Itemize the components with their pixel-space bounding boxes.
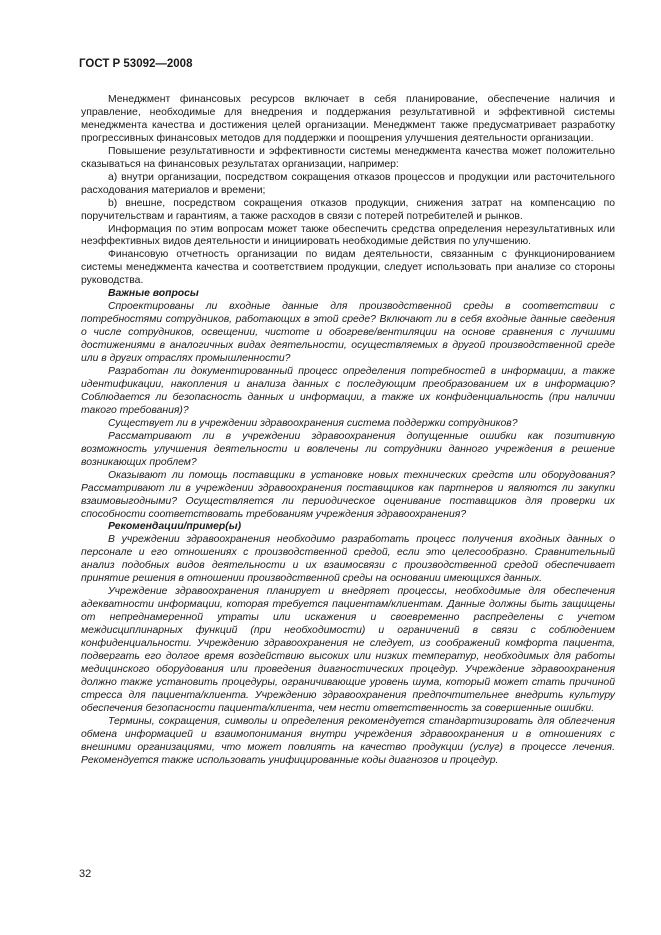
list-item: b) внешне, посредством сокращения отказов продукции, снижения затрат на компенсацию по поручительствам и гарантиям, а также расходов в связи с потерей потребителей и рынков. bbox=[81, 197, 615, 222]
section-heading: Рекомендации/пример(ы) bbox=[108, 521, 242, 533]
paragraph: Учреждение здравоохранения планирует и внедряет процессы, необходимые для обеспечения адекватности информации, которая требуется пациентам/клиентам. Данные должны быть защищены от непреднамеренной утраты или искажения и своевременно распределены с учетом междисциплинарных функций (при необходимости) и ограничений в связи с соблюдением конфиденциальности. Учреждению здравоохранения не следует, из соображений комфорта пациента, подвергать его долгое время воздействию высоких или низких температур, необходимых для работы медицинского оборудования или проведения диагностических процедур. Учреждение здравоохранения должно также установить процедуры, ограничивающие уровень шума, который может стать причиной стресса для пациента/клиента. Учреждению здравоохранения предпочтительнее внедрить культуру обеспечения безопасности пациента/клиента, чем нести ответственность за совершенные ошибки. bbox=[81, 586, 615, 714]
paragraph: Термины, сокращения, символы и определения рекомендуется стандартизировать для облегчения обмена информацией и взаимопонимания внутри учреждения здравоохранения и в отношениях с внешними организациями, что может повлиять на качество продукции (услуг) в процессе лечения. Рекомендуется также использовать унифицированные коды диагнозов и процедур. bbox=[81, 715, 615, 766]
paragraph: Финансовую отчетность организации по видам деятельности, связанным с функционированием системы менеджмента качества и соответствием продукции, следует использовать при анализе со стороны руководства. bbox=[81, 249, 615, 287]
section-heading: Важные вопросы bbox=[108, 288, 199, 300]
paragraph: Повышение результативности и эффективности системы менеджмента качества может положительно сказываться на финансовых результатах организации, например: bbox=[81, 145, 615, 170]
paragraph: Разработан ли документированный процесс определения потребностей в информации, а также идентификации, накопления и анализа данных с последующим преобразованием их в информацию? Соблюдается ли безопасность данных и информации, а также их конфиденциальность (при наличии такого требования)? bbox=[81, 366, 615, 416]
paragraph: Информация по этим вопросам может также обеспечить средства определения нерезультативных или неэффективных видов деятельности и инициировать необходимые действия по улучшению. bbox=[81, 223, 615, 248]
paragraph: Спроектированы ли входные данные для производственной среды в соответствии с потребностями сотрудников, работающих в этой среде? Включают ли в себя входные данные сведения о числе сотрудников, освещении, чистоте и обогреве/вентиляции на основе сравнения с лучшими достижениями в аналогичных видах деятельности, осуществляемых в другой производственной среде или в других отраслях промышленности? bbox=[81, 301, 615, 365]
paragraph: В учреждении здравоохранения необходимо разработать процесс получения входных данных о персонале и его отношениях с производственной средой, если это целесообразно. Сравнительный анализ подобных видов деятельности и их взаимосвязи с производственной средой обеспечивает принятие решения в отношении производственной среды на основании имеющихся данных. bbox=[81, 534, 615, 585]
paragraph: Менеджмент финансовых ресурсов включает в себя планирование, обеспечение наличия и управление, необходимые для внедрения и поддержания результативной и эффективной системы менеджмента качества и достижения целей организации. Менеджмент также предусматривает разработку прогрессивных финансовых методов для поддержки и поощрения улучшения деятельности организации. bbox=[81, 94, 615, 144]
paragraph: Оказывают ли помощь поставщики в установке новых технических средств или оборудования? Рассматривают ли в учреждении здравоохранения поставщиков как партнеров и являются ли закупки взаимовыгодными? Осуществляется ли периодическое оценивание поставщиков для проверки их способности соответствовать требованиям учреждения здравоохранения? bbox=[81, 469, 615, 520]
page-number: 32 bbox=[79, 868, 92, 880]
paragraph: Существует ли в учреждении здравоохранения система поддержки сотрудников? bbox=[108, 417, 518, 429]
list-item: a) внутри организации, посредством сокращения отказов процессов и продукции или расточительного расходования материалов и времени; bbox=[81, 171, 615, 196]
page-body bbox=[81, 94, 615, 768]
document-header: ГОСТ Р 53092—2008 bbox=[79, 58, 193, 70]
paragraph: Рассматривают ли в учреждении здравоохранения допущенные ошибки как позитивную возможность улучшения деятельности и вовлечены ли сотрудники данного учреждения в решение возникающих проблем? bbox=[81, 430, 615, 468]
